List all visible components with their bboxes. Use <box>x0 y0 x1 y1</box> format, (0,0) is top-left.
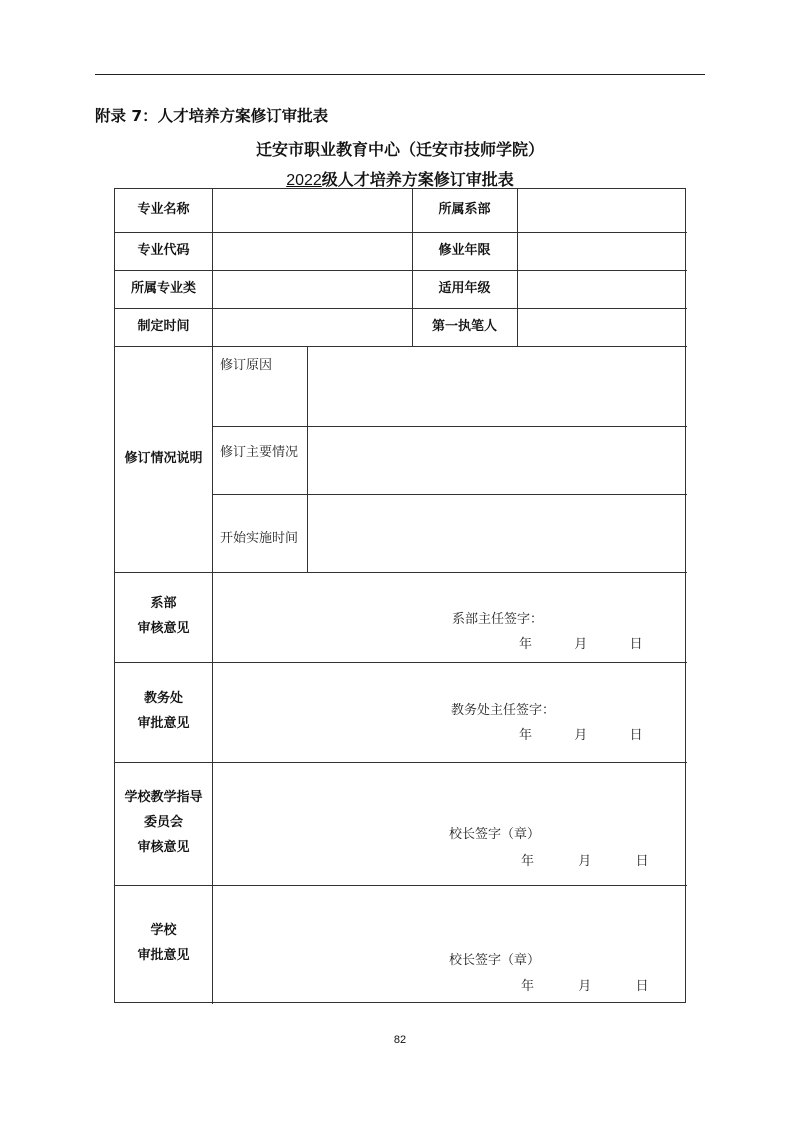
form-title-text: 级人才培养方案修订审批表 <box>321 170 514 189</box>
year-label: 年 <box>519 728 533 743</box>
page-number: 82 <box>393 1034 407 1046</box>
teaching-committee-review-date <box>521 850 649 869</box>
first-author-field[interactable] <box>518 308 687 346</box>
approval-form-table <box>114 188 686 1003</box>
header-rule <box>95 74 705 75</box>
formulation-time-label: 制定时间 <box>137 318 190 334</box>
academic-affairs-approval-label <box>115 662 212 762</box>
label-line: 审核意见 <box>137 621 190 636</box>
label-line: 系部 <box>150 596 177 612</box>
implementation-start-time-label: 开始实施时间 <box>220 531 299 546</box>
academic-affairs-approval-field[interactable] <box>213 662 687 762</box>
department-label: 所属系部 <box>438 202 491 218</box>
revision-main-changes-label: 修订主要情况 <box>220 445 299 460</box>
revision-main-changes-field[interactable] <box>308 426 687 494</box>
year-label: 年 <box>519 637 533 652</box>
month-label: 月 <box>574 637 588 652</box>
teaching-committee-review-label <box>115 762 212 885</box>
major-name-field[interactable] <box>213 189 412 232</box>
major-category-label: 所属专业类 <box>130 280 196 296</box>
major-code-field[interactable] <box>213 232 412 270</box>
appendix-title: 附录 7：人才培养方案修订审批表 <box>95 107 329 125</box>
label-line: 委员会 <box>143 815 183 831</box>
revision-reason-field[interactable] <box>308 346 687 426</box>
revision-section-label: 修订情况说明 <box>124 450 203 466</box>
day-label: 日 <box>629 728 643 743</box>
principal-signature-label: 校长签字（章） <box>449 953 541 968</box>
label-line: 审核意见 <box>137 839 190 855</box>
school-approval-date <box>521 975 649 994</box>
major-code-label: 专业代码 <box>137 242 190 258</box>
day-label: 日 <box>629 637 643 652</box>
major-category-field[interactable] <box>213 270 412 308</box>
study-length-field[interactable] <box>518 232 687 270</box>
label-line: 审批意见 <box>137 716 190 731</box>
day-label: 日 <box>635 979 649 994</box>
principal-signature-label: 校长签字（章） <box>449 827 541 842</box>
month-label: 月 <box>578 979 592 994</box>
study-length-label: 修业年限 <box>438 242 491 258</box>
department-review-label <box>115 572 212 662</box>
form-year: 2022 <box>286 172 322 189</box>
year-label: 年 <box>521 854 535 869</box>
academic-affairs-head-signature-label: 教务处主任签字： <box>451 703 556 718</box>
day-label: 日 <box>635 854 649 869</box>
major-name-label: 专业名称 <box>137 202 190 218</box>
label-line: 学校 <box>150 922 177 938</box>
department-review-date <box>519 633 643 652</box>
label-line: 教务处 <box>143 691 183 707</box>
label-line: 学校教学指导 <box>124 790 203 806</box>
institution-title: 迁安市职业教育中心（迁安市技师学院） <box>255 140 544 159</box>
revision-reason-label: 修订原因 <box>220 358 273 373</box>
first-author-label: 第一执笔人 <box>431 318 497 334</box>
academic-affairs-approval-date <box>519 724 643 743</box>
year-label: 年 <box>521 979 535 994</box>
applicable-grade-field[interactable] <box>518 270 687 308</box>
month-label: 月 <box>578 854 592 869</box>
formulation-time-field[interactable] <box>213 308 412 346</box>
month-label: 月 <box>574 728 588 743</box>
applicable-grade-label: 适用年级 <box>438 280 491 296</box>
department-head-signature-label: 系部主任签字： <box>452 612 544 627</box>
label-line: 审批意见 <box>137 947 190 963</box>
implementation-start-time-field[interactable] <box>308 494 687 572</box>
department-field[interactable] <box>518 189 687 232</box>
school-approval-label <box>115 885 212 1002</box>
form-title <box>0 167 800 190</box>
